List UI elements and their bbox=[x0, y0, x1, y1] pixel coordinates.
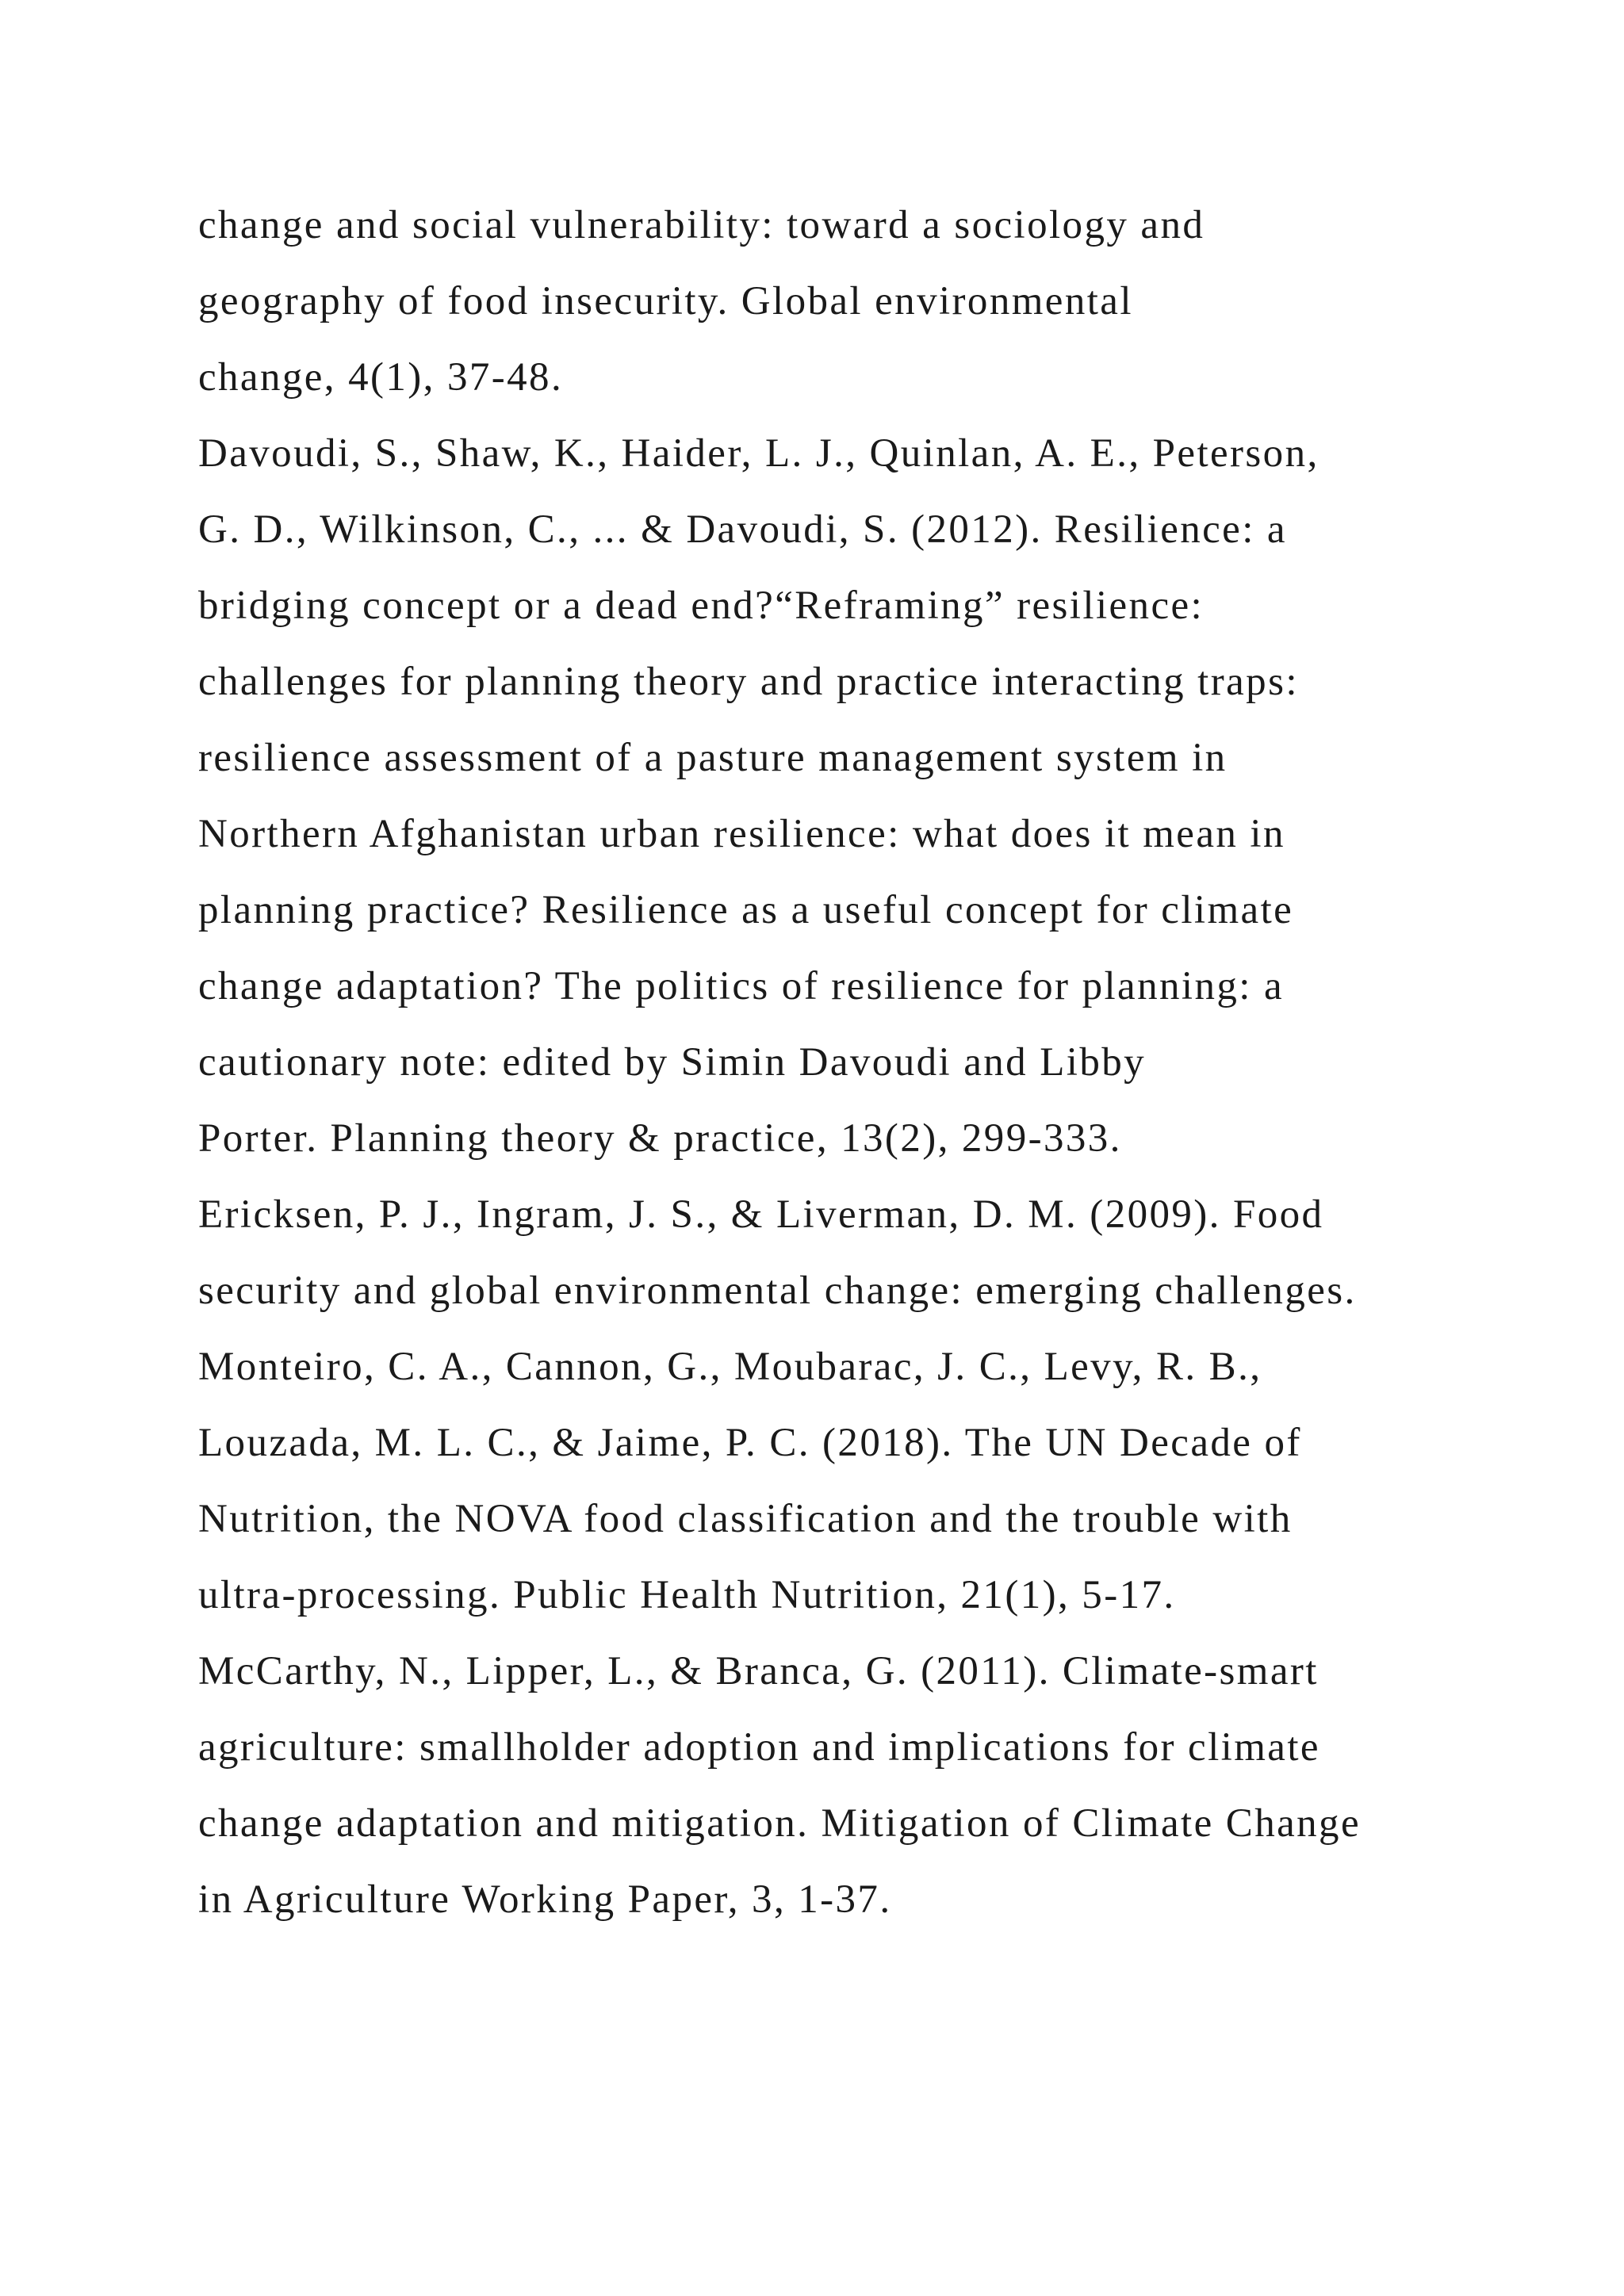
reference-line: Ericksen, P. J., Ingram, J. S., & Liverman, D. M. (2009). Food bbox=[198, 1192, 1324, 1237]
reference-line: change, 4(1), 37-48. bbox=[198, 355, 564, 400]
reference-line: security and global environmental change: emerging challenges. bbox=[198, 1269, 1357, 1313]
reference-line: planning practice? Resilience as a useful concept for climate bbox=[198, 888, 1294, 932]
reference-line: Monteiro, C. A., Cannon, G., Moubarac, J. C., Levy, R. B., bbox=[198, 1345, 1262, 1389]
reference-line: Louzada, M. L. C., & Jaime, P. C. (2018). The UN Decade of bbox=[198, 1421, 1302, 1465]
reference-line: ultra-processing. Public Health Nutrition, 21(1), 5-17. bbox=[198, 1573, 1176, 1617]
reference-line: Northern Afghanistan urban resilience: what does it mean in bbox=[198, 812, 1285, 856]
reference-line: challenges for planning theory and practice interacting traps: bbox=[198, 660, 1299, 704]
reference-line: geography of food insecurity. Global environmental bbox=[198, 279, 1133, 323]
reference-line: change adaptation and mitigation. Mitigation of Climate Change bbox=[198, 1801, 1361, 1846]
reference-line: G. D., Wilkinson, C., ... & Davoudi, S. (2012). Resilience: a bbox=[198, 507, 1287, 552]
reference-line: cautionary note: edited by Simin Davoudi and Libby bbox=[198, 1040, 1147, 1085]
reference-line: Nutrition, the NOVA food classification and the trouble with bbox=[198, 1497, 1293, 1541]
reference-line: in Agriculture Working Paper, 3, 1-37. bbox=[198, 1877, 892, 1922]
reference-line: agriculture: smallholder adoption and implications for climate bbox=[198, 1725, 1320, 1770]
reference-line: McCarthy, N., Lipper, L., & Branca, G. (2011). Climate-smart bbox=[198, 1649, 1319, 1693]
reference-line: Davoudi, S., Shaw, K., Haider, L. J., Quinlan, A. E., Peterson, bbox=[198, 431, 1320, 476]
reference-list bbox=[198, 187, 1483, 1938]
reference-line: change and social vulnerability: toward a sociology and bbox=[198, 203, 1205, 247]
reference-line: resilience assessment of a pasture management system in bbox=[198, 736, 1228, 780]
reference-line: change adaptation? The politics of resilience for planning: a bbox=[198, 964, 1285, 1008]
reference-line: bridging concept or a dead end?“Reframing” resilience: bbox=[198, 584, 1205, 628]
reference-line: Porter. Planning theory & practice, 13(2), 299-333. bbox=[198, 1116, 1122, 1161]
